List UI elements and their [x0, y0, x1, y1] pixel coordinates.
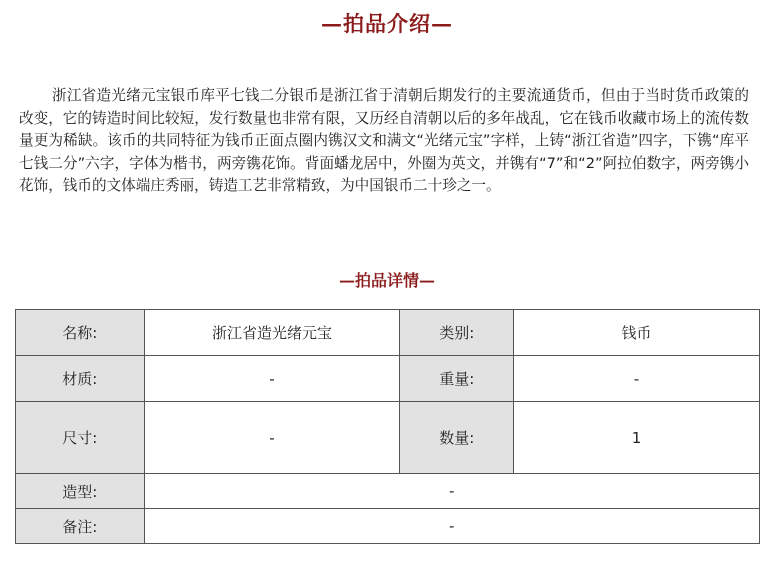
material-label: 材质: — [16, 356, 145, 402]
shape-value: - — [144, 474, 759, 509]
shape-label: 造型: — [16, 474, 145, 509]
quantity-value: 1 — [514, 402, 760, 474]
size-label: 尺寸: — [16, 402, 145, 474]
section-title-details: —拍品详情— — [338, 271, 435, 290]
category-label: 类别: — [400, 310, 514, 356]
weight-value: - — [514, 356, 760, 402]
details-table — [15, 309, 760, 544]
notes-value: - — [144, 509, 759, 544]
size-value: - — [144, 402, 400, 474]
table-row — [16, 310, 760, 356]
weight-label: 重量: — [400, 356, 514, 402]
notes-label: 备注: — [16, 509, 145, 544]
table-row — [16, 509, 760, 544]
name-value: 浙江省造光绪元宝 — [144, 310, 400, 356]
section-title-intro: —拍品介绍— — [321, 11, 453, 36]
name-label: 名称: — [16, 310, 145, 356]
table-row — [16, 402, 760, 474]
material-value: - — [144, 356, 400, 402]
table-row — [16, 474, 760, 509]
intro-paragraph: 浙江省造光绪元宝银币库平七钱二分银币是浙江省于清朝后期发行的主要流通货币，但由于当时货币政策的改变，它的铸造时间比较短，发行数量也非常有限，又历经自清朝以后的多年战乱，它在钱币收藏市场上的流传数量更为稀缺。该币的共同特征为钱币正面点圈内镌汉文和满文“光绪元宝”字样，上铸“浙江省造”四字，下镌“库平七钱二分”六字，字体为楷书，两旁镌花饰。背面蟠龙居中，外圈为英文，并镌有“7”和“2”阿拉伯数字，两旁镌小花饰，钱币的文体端庄秀丽，铸造工艺非常精致，为中国银币二十珍之一。 — [19, 87, 749, 194]
quantity-label: 数量: — [400, 402, 514, 474]
table-row — [16, 356, 760, 402]
category-value: 钱币 — [514, 310, 760, 356]
